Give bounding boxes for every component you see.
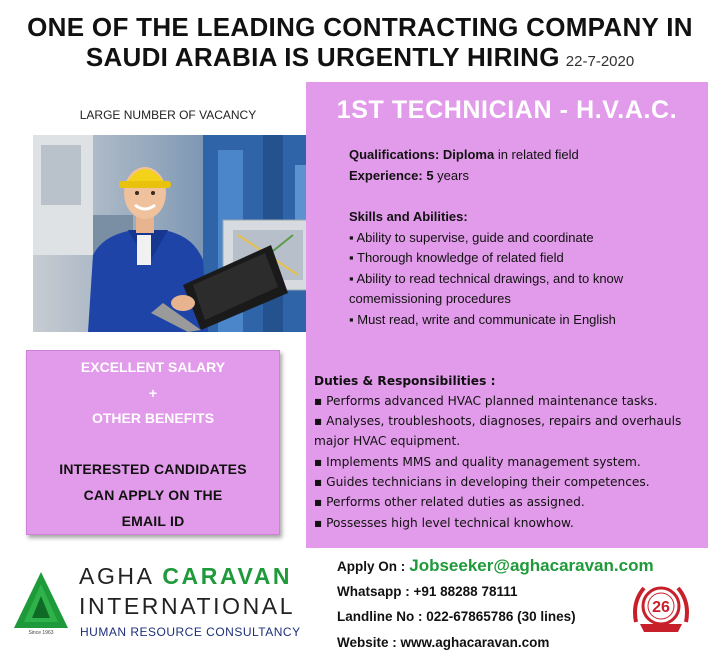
skill-item-text: Ability to supervise, guide and coordinate (356, 230, 594, 245)
duty-item-text: Possesses high level technical knowhow. (326, 516, 574, 530)
skill-item-text: Must read, write and communicate in English (357, 312, 616, 327)
skill-item-text: Ability to read technical drawings, and to know (356, 271, 624, 286)
headline-line-2 (0, 42, 720, 73)
skills-heading: Skills and Abilities: (349, 209, 468, 224)
skill-item: ▪ Ability to read technical drawings, and to know (349, 271, 624, 286)
website-link[interactable]: Website : www.aghacaravan.com (337, 635, 550, 650)
duty-item: ▪ Implements MMS and quality management system. (314, 455, 641, 469)
skill-item-continued: comemissioning procedures (349, 291, 511, 306)
brand-agha: AGHA (79, 563, 154, 589)
salary-text: EXCELLENT SALARY (80, 359, 226, 375)
skill-item: ▪ Thorough knowledge of related field (349, 250, 564, 265)
duty-item-text: Performs advanced HVAC planned maintenance tasks. (326, 394, 658, 408)
duty-item-text: Analyses, troubleshoots, diagnoses, repairs and overhauls (326, 414, 682, 428)
whatsapp-line: Whatsapp : +91 88288 78111 (337, 584, 518, 599)
brand-name-line-1 (79, 563, 292, 590)
qualifications-line (349, 147, 579, 162)
apply-line (337, 556, 654, 576)
benefits-text: OTHER BENEFITS (91, 410, 215, 426)
benefits-box (26, 350, 280, 535)
badge-number: 26 (652, 599, 670, 616)
duty-item-text: Implements MMS and quality management system. (326, 455, 641, 469)
laurel-badge-icon (630, 582, 692, 634)
logo-since-text: Since 1963 (28, 630, 54, 636)
duty-item: ▪ Possesses high level technical knowhow. (314, 516, 574, 530)
duty-item-text: Performs other related duties as assigned. (326, 495, 585, 509)
post-date: 22-7-2020 (565, 53, 635, 70)
cta-line-1: INTERESTED CANDIDATES (59, 461, 247, 477)
brand-tagline: HUMAN RESOURCE CONSULTANCY (80, 625, 301, 639)
cta-line-2: CAN APPLY ON THE (83, 487, 223, 503)
cta-line-3: EMAIL ID (121, 513, 185, 529)
brand-international: INTERNATIONAL (79, 593, 296, 619)
skill-item-text: Thorough knowledge of related field (357, 250, 564, 265)
qualifications-rest: in related field (494, 147, 579, 162)
experience-rest: years (433, 168, 469, 183)
experience-value: 5 (426, 168, 434, 183)
duty-item: ▪ Performs advanced HVAC planned maintenance tasks. (314, 394, 658, 408)
triangle-logo-icon (12, 570, 70, 636)
duty-item: ▪ Guides technicians in developing their competences. (314, 475, 650, 489)
duty-item: ▪ Analyses, troubleshoots, diagnoses, repairs and overhauls (314, 414, 682, 428)
skill-item: ▪ Must read, write and communicate in English (349, 312, 616, 327)
job-title: 1ST TECHNICIAN - H.V.A.C. (336, 96, 678, 124)
technician-with-laptop-photo (33, 135, 331, 332)
headline-line-2-text: SAUDI ARABIA IS URGENTLY HIRING (85, 42, 560, 72)
headline-line-1: ONE OF THE LEADING CONTRACTING COMPANY IN (27, 12, 693, 42)
apply-email-link[interactable]: Jobseeker@aghacaravan.com (409, 556, 654, 575)
duty-item: ▪ Performs other related duties as assigned. (314, 495, 585, 509)
apply-label: Apply On : (337, 559, 406, 574)
plus-text: + (148, 385, 158, 401)
landline-line: Landline No : 022-67865786 (30 lines) (337, 609, 576, 624)
duty-item-text: Guides technicians in developing their competences. (326, 475, 650, 489)
vacancy-label: LARGE NUMBER OF VACANCY (79, 108, 257, 122)
duty-item-continued: major HVAC equipment. (314, 434, 461, 448)
anniversary-badge (630, 582, 692, 634)
agha-caravan-logo (12, 570, 70, 636)
skill-item: ▪ Ability to supervise, guide and coordinate (349, 230, 594, 245)
experience-label: Experience: (349, 168, 423, 183)
experience-line (349, 168, 469, 183)
technician-photo (33, 135, 331, 332)
qualifications-value: Diploma (442, 147, 495, 162)
qualifications-label: Qualifications: (349, 147, 440, 162)
duties-heading: Duties & Responsibilities : (314, 374, 496, 388)
brand-caravan: CARAVAN (162, 563, 293, 589)
